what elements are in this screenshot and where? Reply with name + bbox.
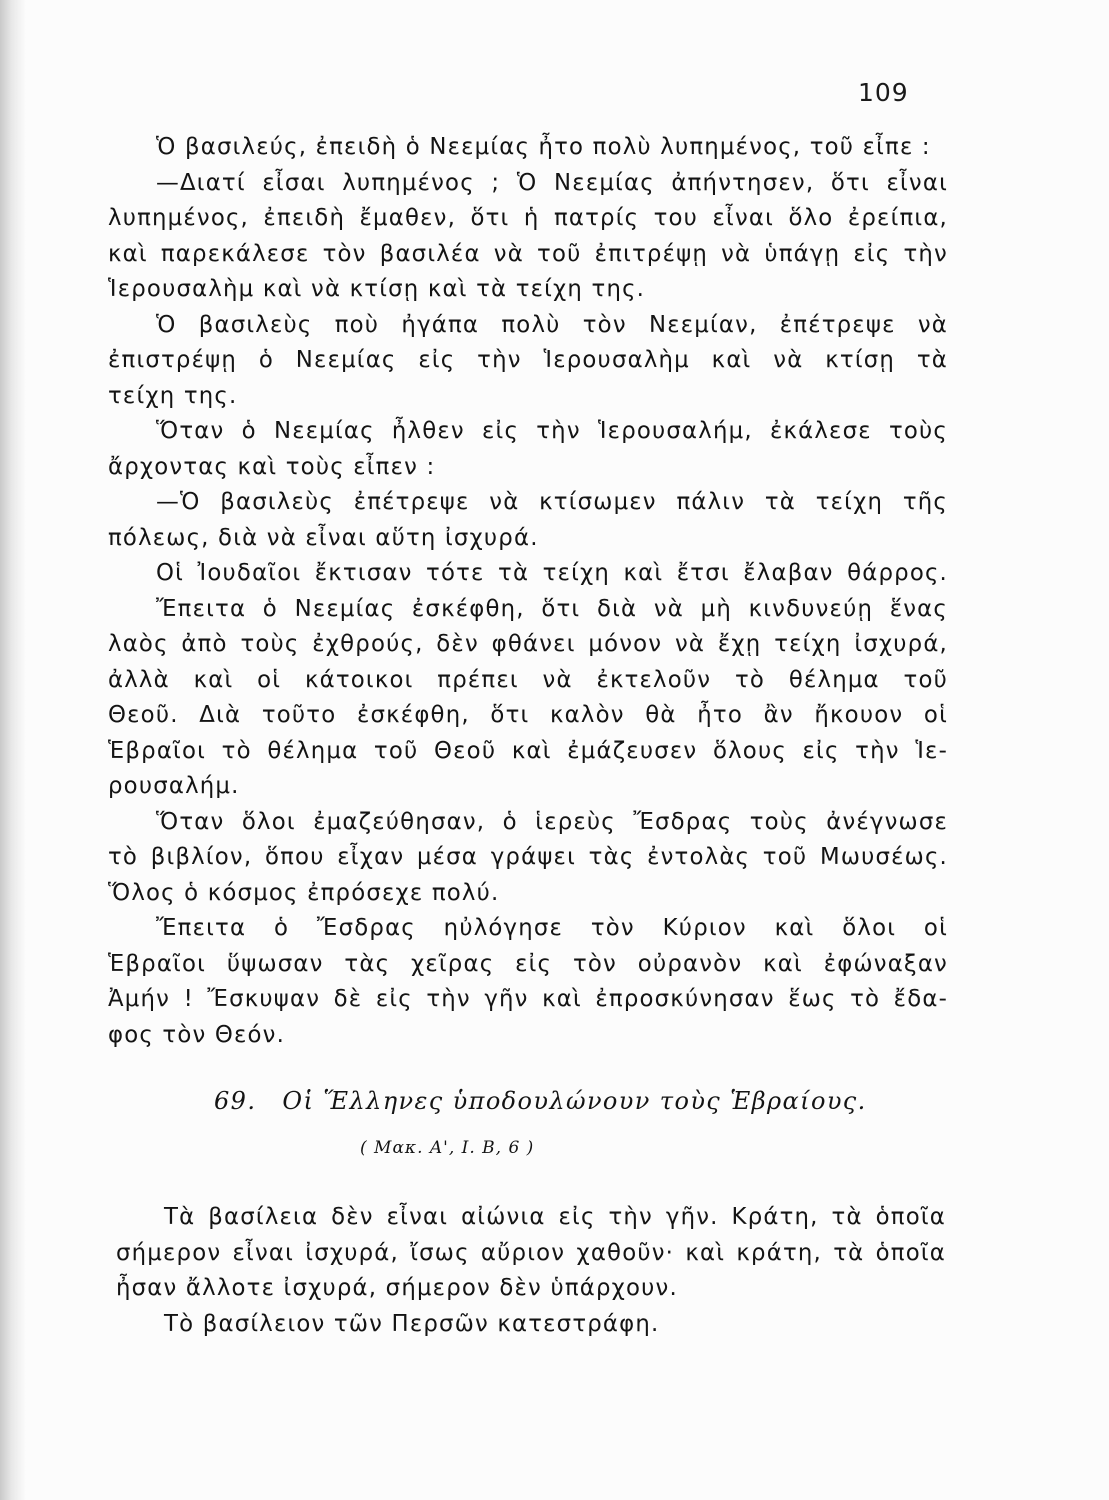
text-line: Ἑβραῖοι ὕψωσαν τὰς χεῖρας εἰς τὸν οὐρανὸν καὶ ἐφώναξαν	[108, 950, 948, 977]
text-line: ἦσαν ἄλλοτε ἰσχυρά, σήμερον δὲν ὑπάρχουν.	[116, 1275, 678, 1301]
text-line: Ἑβραῖοι τὸ θέλημα τοῦ Θεοῦ καὶ ἐμάζευσεν ὅλους εἰς τὴν Ἱε-	[108, 737, 948, 764]
text-line: Θεοῦ. Διὰ τοῦτο ἐσκέφθη, ὅτι καλὸν θὰ ἦτο ἂν ἤκουον οἱ	[108, 702, 948, 728]
text-line: φος τὸν Θεόν.	[108, 1021, 286, 1048]
text-line: Ἔπειτα ὁ Νεεμίας ἐσκέφθη, ὅτι διὰ νὰ μὴ κινδυνεύῃ ἕνας	[156, 595, 948, 622]
section-number: 69.	[214, 1087, 257, 1115]
text-line: λυπημένος, ἐπειδὴ ἔμαθεν, ὅτι ἡ πατρίς του εἶναι ὅλο ἐρείπια,	[108, 205, 948, 231]
text-line: σήμερον εἶναι ἰσχυρά, ἴσως αὔριον χαθοῦν· καὶ κράτη, τὰ ὁποῖα	[116, 1239, 946, 1266]
text-line: Τὸ βασίλειον τῶν Περσῶν κατεστράφη.	[164, 1310, 660, 1337]
text-line: τὸ βιβλίον, ὅπου εἶχαν μέσα γράψει τὰς ἐντολὰς τοῦ Μωυσέως.	[108, 844, 948, 870]
text-line: Ἱερουσαλὴμ καὶ νὰ κτίσῃ καὶ τὰ τείχη της.	[108, 276, 646, 302]
text-line: —Διατί εἶσαι λυπημένος ; Ὁ Νεεμίας ἀπήντησεν, ὅτι εἶναι	[156, 169, 948, 196]
text-line: καὶ παρεκάλεσε τὸν βασιλέα νὰ τοῦ ἐπιτρέψῃ νὰ ὑπάγῃ εἰς τὴν	[108, 240, 948, 267]
binding-shadow	[0, 0, 26, 1500]
text-line: Ὅλος ὁ κόσμος ἐπρόσεχε πολύ.	[108, 879, 500, 906]
text-line: ἐπιστρέψῃ ὁ Νεεμίας εἰς τὴν Ἱερουσαλὴμ καὶ νὰ κτίσῃ τὰ	[108, 347, 948, 373]
text-line: πόλεως, διὰ νὰ εἶναι αὕτη ἰσχυρά.	[108, 524, 539, 551]
body-text-top	[108, 130, 948, 1053]
text-line: Τὰ βασίλεια δὲν εἶναι αἰώνια εἰς τὴν γῆν. Κράτη, τὰ ὁποῖα	[164, 1204, 946, 1230]
page-number: 109	[858, 78, 909, 107]
text-line: Ὅταν ὁ Νεεμίας ἦλθεν εἰς τὴν Ἱερουσαλήμ, ἐκάλεσε τοὺς	[156, 418, 948, 444]
text-line: —Ὁ βασιλεὺς ἐπέτρεψε νὰ κτίσωμεν πάλιν τὰ τείχη τῆς	[156, 489, 948, 515]
text-line: Ὁ βασιλεὺς ποὺ ἠγάπα πολὺ τὸν Νεεμίαν, ἐπέτρεψε νὰ	[156, 311, 948, 338]
text-line: Οἱ Ἰουδαῖοι ἔκτισαν τότε τὰ τείχη καὶ ἔτσι ἔλαβαν θάρρος.	[156, 560, 948, 586]
text-line: ἄρχοντας καὶ τοὺς εἶπεν :	[108, 453, 436, 480]
section-heading	[214, 1087, 867, 1115]
text-line: Ὅταν ὅλοι ἐμαζεύθησαν, ὁ ἱερεὺς Ἔσδρας τοὺς ἀνέγνωσε	[156, 808, 948, 835]
section-title: Οἱ Ἕλληνες ὑποδουλώνουν τοὺς Ἑβραίους.	[282, 1087, 867, 1115]
text-line: ἀλλὰ καὶ οἱ κάτοικοι πρέπει νὰ ἐκτελοῦν τὸ θέλημα τοῦ	[108, 666, 948, 693]
text-line: Ἔπειτα ὁ Ἔσδρας ηὐλόγησε τὸν Κύριον καὶ ὅλοι οἱ	[156, 915, 948, 941]
text-line: ρουσαλήμ.	[108, 773, 240, 799]
body-text-bottom	[116, 1200, 946, 1342]
scripture-reference: ( Μακ. Α', Ι. Β, 6 )	[360, 1138, 535, 1158]
text-line: λαὸς ἀπὸ τοὺς ἐχθρούς, δὲν φθάνει μόνον νὰ ἔχῃ τείχη ἰσχυρά,	[108, 631, 948, 657]
text-line: Ὁ βασιλεύς, ἐπειδὴ ὁ Νεεμίας ἦτο πολὺ λυπημένος, τοῦ εἶπε :	[156, 134, 931, 160]
text-line: τείχη της.	[108, 382, 238, 409]
text-line: Ἀμήν ! Ἔσκυψαν δὲ εἰς τὴν γῆν καὶ ἐπροσκύνησαν ἕως τὸ ἔδα-	[108, 986, 948, 1012]
